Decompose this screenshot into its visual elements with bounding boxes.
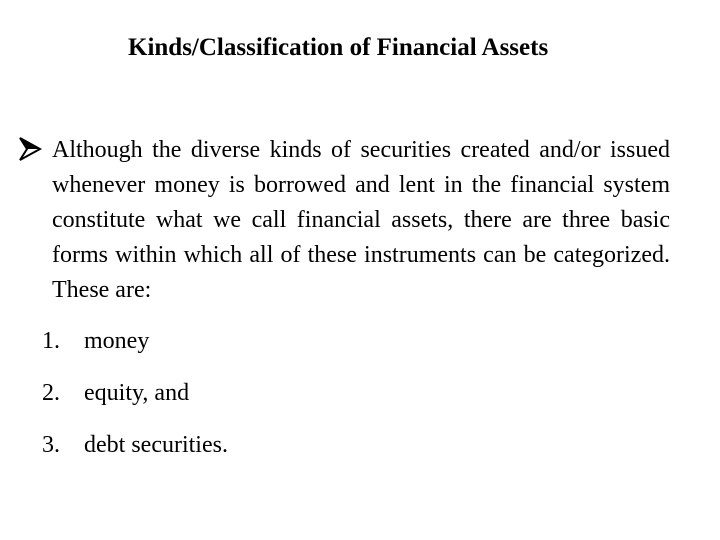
- slide-title: Kinds/Classification of Financial Assets: [128, 34, 549, 61]
- bullet-paragraph: [18, 133, 670, 308]
- bullet-text: Although the diverse kinds of securities created and/or issued whenever money is borrowed and lent in the financial system constitute what we call financial assets, there are three basic forms within which all of these instruments can be categorized. These are:: [52, 137, 670, 303]
- list-item: [42, 427, 602, 479]
- list-item-label: debt securities.: [84, 432, 228, 458]
- list-item-label: equity, and: [84, 380, 190, 406]
- list-item-number: 2.: [42, 380, 60, 406]
- list-item: [42, 375, 602, 427]
- list-item-number: 1.: [42, 328, 60, 354]
- list-item: [42, 323, 602, 375]
- numbered-list: [42, 323, 602, 479]
- list-item-number: 3.: [42, 432, 60, 458]
- arrowhead-bullet-icon: [18, 136, 42, 162]
- list-item-label: money: [84, 328, 150, 354]
